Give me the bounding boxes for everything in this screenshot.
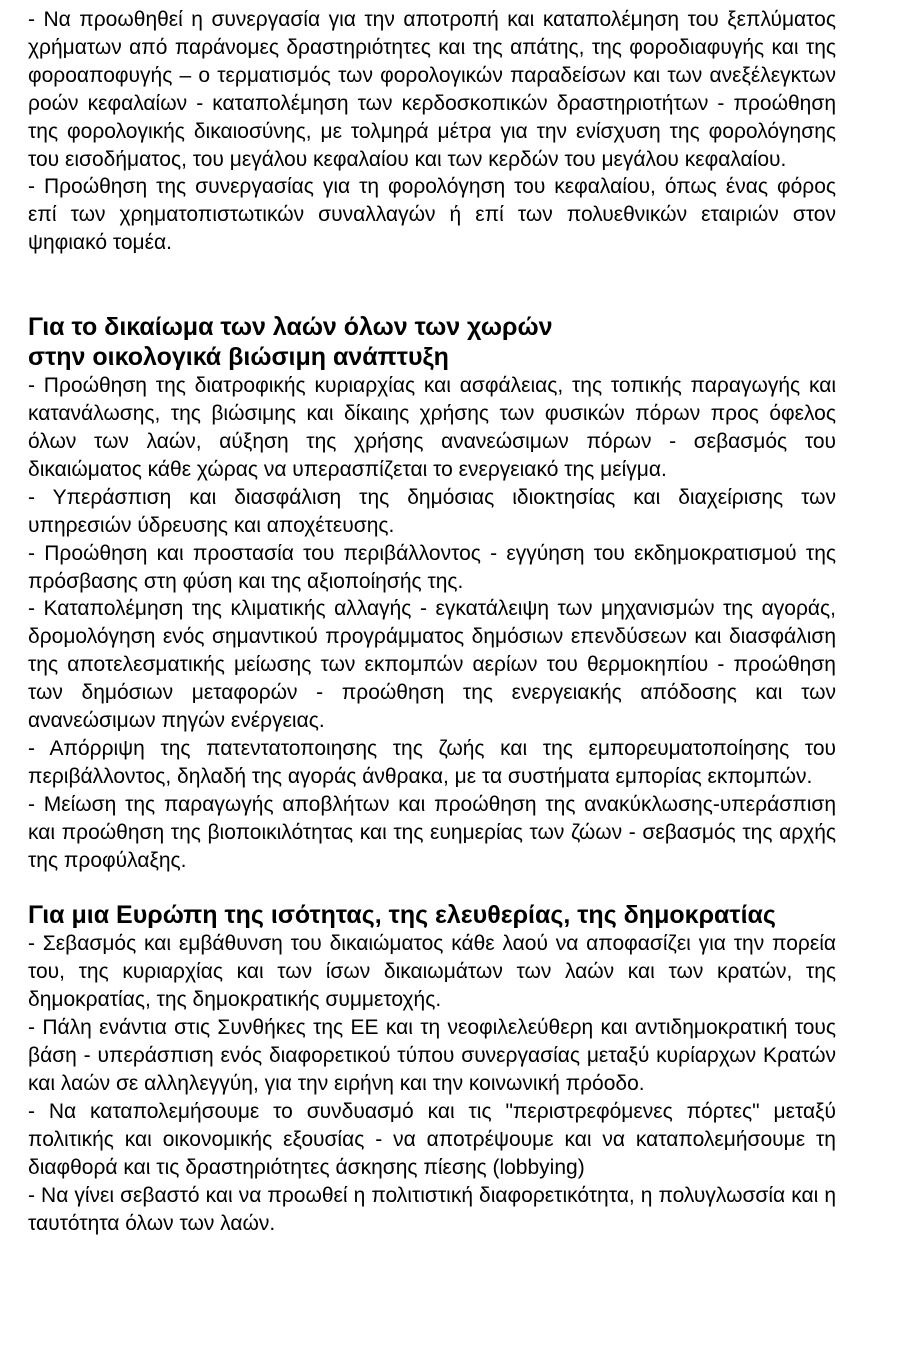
europe-paragraph-2: - Πάλη ενάντια στις Συνθήκες της ΕΕ και τη νεοφιλελεύθερη και αντιδημοκρατική τους βάση - υπεράσπιση ενός διαφορετικού τύπου συνεργασίας μεταξύ κυρίαρχων Κρατών και λαών σε αλληλεγγύη, για την ειρήνη και την κοινωνική πρόοδο. [28, 1016, 836, 1095]
section-ecology-heading-line2: στην οικολογικά βιώσιμη ανάπτυξη [28, 343, 449, 372]
ecology-paragraph-6: - Μείωση της παραγωγής αποβλήτων και προώθηση της ανακύκλωσης-υπεράσπιση και προώθηση της βιοποικιλότητας και της ευημερίας των ζώων - σεβασμός της αρχής της προφύλαξης. [28, 792, 836, 872]
ecology-paragraph-1: - Προώθηση της διατροφικής κυριαρχίας και ασφάλειας, της τοπικής παραγωγής και κατανάλωσης, της βιώσιμης και δίκαιης χρήσης των φυσικών πόρων προς όφελος όλων των λαών, αύξηση της χρήσης ανανεώσιμων πόρων - σεβασμός του δικαιώματος κάθε χώρας να υπερασπίζεται το ενεργειακό της μείγμα. [28, 374, 836, 481]
document-page [28, 6, 836, 1237]
intro-paragraph-1: - Να προωθηθεί η συνεργασία για την αποτροπή και καταπολέμηση του ξεπλύματος χρήματων από παράνομες δραστηριότητες και της απάτης, της φοροδιαφυγής και της φοροαποφυγής – ο τερματισμός των φορολογικών παραδείσων και των ανεξέλεγκτων ροών κεφαλαίων - καταπολέμηση των κερδοσκοπικών δραστηριοτήτων - προώθηση της φορολογικής δικαιοσύνης, με τολμηρά μέτρα για την ενίσχυση της φορολόγησης του εισοδήματος, του μεγάλου κεφαλαίου και των κερδών του μεγάλου κεφαλαίου. [28, 8, 836, 171]
europe-paragraph-1: - Σεβασμός και εμβάθυνση του δικαιώματος κάθε λαού να αποφασίζει για την πορεία του, της κυριαρχίας και των ίσων δικαιωμάτων των λαών και των κρατών, της δημοκρατίας, της δημοκρατικής συμμετοχής. [28, 932, 836, 1012]
section-ecology-heading-line1: Για το δικαίωμα των λαών όλων των χωρών [28, 313, 553, 342]
section-europe-heading: Για μια Ευρώπη της ισότητας, της ελευθερίας, της δημοκρατίας [28, 901, 776, 930]
ecology-paragraph-3: - Προώθηση και προστασία του περιβάλλοντος - εγγύηση του εκδημοκρατισμού της πρόσβασης στη φύση και της αξιοποίησής της. [28, 541, 836, 593]
ecology-paragraph-2: - Υπεράσπιση και διασφάλιση της δημόσιας ιδιοκτησίας και διαχείρισης των υπηρεσιών ύδρευσης και αποχέτευσης. [28, 485, 836, 537]
intro-paragraph-2: - Προώθηση της συνεργασίας για τη φορολόγηση του κεφαλαίου, όπως ένας φόρος επί των χρηματοπιστωτικών συναλλαγών ή επί των πολυεθνικών εταιριών στον ψηφιακό τομέα. [28, 175, 836, 255]
ecology-paragraph-4: - Καταπολέμηση της κλιματικής αλλαγής - εγκατάλειψη των μηχανισμών της αγοράς, δρομολόγηση ενός σημαντικού προγράμματος δημόσιων επενδύσεων και διασφάλιση της αποτελεσματικής μείωσης των εκπομπών αερίων του θερμοκηπίου - προώθηση των δημόσιων μεταφορών - προώθηση της ενεργειακής απόδοσης και των ανανεώσιμων πηγών ενέργειας. [28, 597, 836, 733]
section-ecology-heading [28, 312, 836, 372]
europe-paragraph-3: - Να καταπολεμήσουμε το συνδυασμό και τις "περιστρεφόμενες πόρτες" μεταξύ πολιτικής και οικονομικής εξουσίας - να αποτρέψουμε και να καταπολεμήσουμε τη διαφθορά και τις δραστηριότητες άσκησης πίεσης (lobbying) [28, 1099, 836, 1179]
section-spacer [28, 257, 836, 312]
ecology-paragraph-5: - Απόρριψη της πατεντατοποιησης της ζωής και της εμπορευματοποίησης του περιβάλλοντος, δηλαδή της αγοράς άνθρακα, με τα συστήματα εμπορίας εκπομπών. [28, 736, 836, 788]
europe-paragraph-4: - Να γίνει σεβαστό και να προωθεί η πολιτιστική διαφορετικότητα, η πολυγλωσσία και η ταυτότητα όλων των λαών. [28, 1183, 836, 1235]
section-spacer [28, 874, 836, 900]
